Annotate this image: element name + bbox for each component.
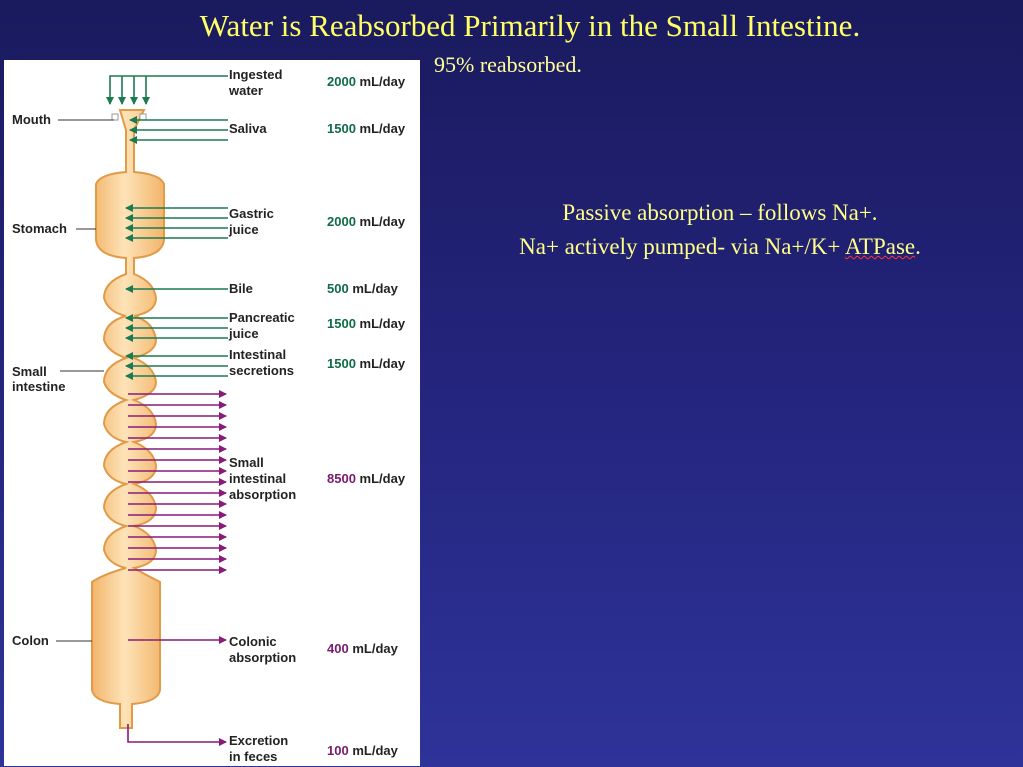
flow-gastric-label-2: juice (229, 222, 259, 237)
tooth-right-icon (140, 114, 146, 120)
amount-ingested: 2000 mL/day (327, 74, 406, 89)
organ-mouth: Mouth (12, 112, 51, 127)
amount-gastric: 2000 mL/day (327, 214, 406, 229)
notes (440, 196, 1000, 264)
flow-ingested-label-2: water (229, 83, 263, 98)
flow-small-abs-label-1: Small (229, 455, 264, 470)
organ-small-intestine-1: Small (12, 364, 47, 379)
flow-pancreatic-label-2: juice (229, 326, 259, 341)
amount-colonic: 400 mL/day (327, 641, 398, 656)
slide-title: Water is Reabsorbed Primarily in the Small Intestine. (199, 8, 861, 43)
amount-pancreatic: 1500 mL/day (327, 316, 406, 331)
amount-saliva: 1500 mL/day (327, 121, 406, 136)
flow-saliva-label: Saliva (229, 121, 267, 136)
flow-ingested-label-1: Ingested (229, 67, 283, 82)
amount-excretion: 100 mL/day (327, 743, 398, 758)
flow-gastric-label-1: Gastric (229, 206, 274, 221)
note-line-2-term: ATPase (844, 234, 916, 259)
flow-pancreatic-label-1: Pancreatic (229, 310, 295, 325)
flow-intestinal-label-1: Intestinal (229, 347, 287, 362)
organ-small-intestine-2: intestine (12, 379, 66, 394)
note-line-1: Passive absorption – follows Na+. (562, 200, 878, 225)
note-line-2-prefix: Na+ actively pumped- via Na+/K+ (519, 234, 845, 259)
flow-small-abs-label-3: absorption (229, 487, 297, 502)
flow-excretion-label-2: in feces (229, 749, 278, 764)
tract-shape (92, 110, 164, 728)
tooth-left-icon (112, 114, 118, 120)
flow-intestinal-label-2: secretions (229, 363, 295, 378)
flow-excretion-label-1: Excretion (229, 733, 289, 748)
amount-small-abs: 8500 mL/day (327, 471, 406, 486)
slide-subtitle: 95% reabsorbed. (434, 52, 582, 77)
flow-colonic-label-2: absorption (229, 650, 297, 665)
flow-bile-label: Bile (229, 281, 253, 296)
flow-colonic-label-1: Colonic (229, 634, 277, 649)
note-line-2 (440, 230, 1000, 264)
organ-stomach: Stomach (12, 221, 67, 236)
flow-small-abs-label-2: intestinal (229, 471, 287, 486)
amount-bile: 500 mL/day (327, 281, 398, 296)
ingested-arrows (110, 76, 228, 104)
digestive-tract-diagram (4, 60, 420, 766)
note-line-2-suffix: . (915, 234, 921, 259)
organ-colon: Colon (12, 633, 49, 648)
amount-intestinal: 1500 mL/day (327, 356, 406, 371)
